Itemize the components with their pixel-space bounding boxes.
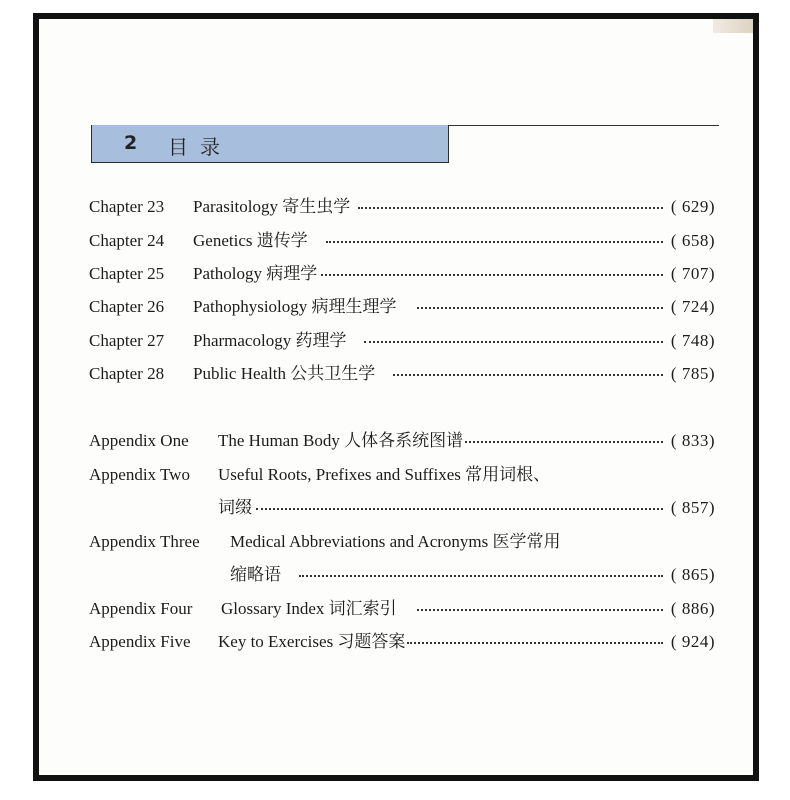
entry-title: Pharmacology 药理学	[193, 331, 347, 350]
toc-entry-appendix-four[interactable]	[89, 597, 715, 621]
entry-page: ( 658)	[670, 231, 715, 250]
entry-label: Appendix One	[89, 431, 189, 450]
entry-title-line2: 词缀	[218, 498, 252, 517]
entry-label: Chapter 28	[89, 364, 165, 383]
leader-dots	[393, 360, 663, 376]
entry-title: Glossary Index 词汇索引	[221, 599, 397, 618]
leader-dots	[326, 227, 663, 243]
leader-dots	[364, 327, 662, 343]
toc-entry-appendix-two-cont[interactable]	[89, 496, 715, 520]
table-of-contents	[39, 19, 753, 775]
entry-page: ( 924)	[670, 632, 715, 651]
toc-entry-appendix-five[interactable]	[89, 630, 715, 654]
entry-title: Parasitology 寄生虫学	[193, 197, 351, 216]
entry-label: Appendix Four	[89, 599, 193, 618]
entry-label: Chapter 27	[89, 331, 165, 350]
entry-page: ( 886)	[670, 599, 715, 618]
entry-title-line2: 缩略语	[230, 565, 281, 584]
entry-title-line1: Medical Abbreviations and Acronyms 医学常用	[230, 532, 561, 551]
entry-page: ( 785)	[670, 364, 715, 383]
entry-label: Appendix Five	[89, 632, 191, 651]
leader-dots	[299, 561, 663, 577]
entry-label: Appendix Two	[89, 465, 190, 484]
entry-page: ( 724)	[670, 297, 715, 316]
toc-entry-chapter-24[interactable]	[89, 229, 715, 253]
entry-page: ( 629)	[670, 197, 715, 216]
toc-entry-chapter-27[interactable]	[89, 329, 715, 353]
leader-dots	[417, 293, 663, 309]
toc-entry-chapter-25[interactable]	[89, 262, 715, 286]
entry-label: Chapter 24	[89, 231, 165, 250]
leader-dots	[321, 260, 663, 276]
toc-entry-chapter-28[interactable]	[89, 362, 715, 386]
entry-label: Chapter 23	[89, 197, 165, 216]
toc-entry-appendix-three[interactable]	[89, 530, 715, 554]
entry-page: ( 865)	[670, 565, 715, 584]
entry-title: Genetics 遗传学	[193, 231, 308, 250]
leader-dots	[358, 193, 663, 209]
entry-label: Appendix Three	[89, 532, 200, 551]
toc-entry-appendix-three-cont[interactable]	[89, 563, 715, 587]
entry-title-line1: Useful Roots, Prefixes and Suffixes 常用词根、	[218, 465, 551, 484]
entry-label: Chapter 26	[89, 297, 165, 316]
toc-entry-appendix-two[interactable]	[89, 463, 715, 487]
leader-dots	[407, 628, 662, 644]
toc-entry-chapter-26[interactable]	[89, 295, 715, 319]
entry-title: Pathophysiology 病理生理学	[193, 297, 397, 316]
page-title: 目录	[168, 135, 232, 159]
page-number: 2	[124, 132, 138, 154]
entry-page: ( 707)	[670, 264, 715, 283]
leader-dots	[465, 427, 663, 443]
entry-label: Chapter 25	[89, 264, 165, 283]
entry-title: Public Health 公共卫生学	[193, 364, 376, 383]
toc-entry-appendix-one[interactable]	[89, 429, 715, 453]
entry-page: ( 857)	[670, 498, 715, 517]
leader-dots	[256, 494, 663, 510]
page-frame	[33, 13, 759, 781]
leader-dots	[417, 595, 663, 611]
entry-title: The Human Body 人体各系统图谱	[218, 431, 464, 450]
toc-entry-chapter-23[interactable]	[89, 195, 715, 219]
entry-title: Key to Exercises 习题答案	[218, 632, 406, 651]
entry-page: ( 748)	[670, 331, 715, 350]
entry-title: Pathology 病理学	[193, 264, 318, 283]
entry-page: ( 833)	[670, 431, 715, 450]
